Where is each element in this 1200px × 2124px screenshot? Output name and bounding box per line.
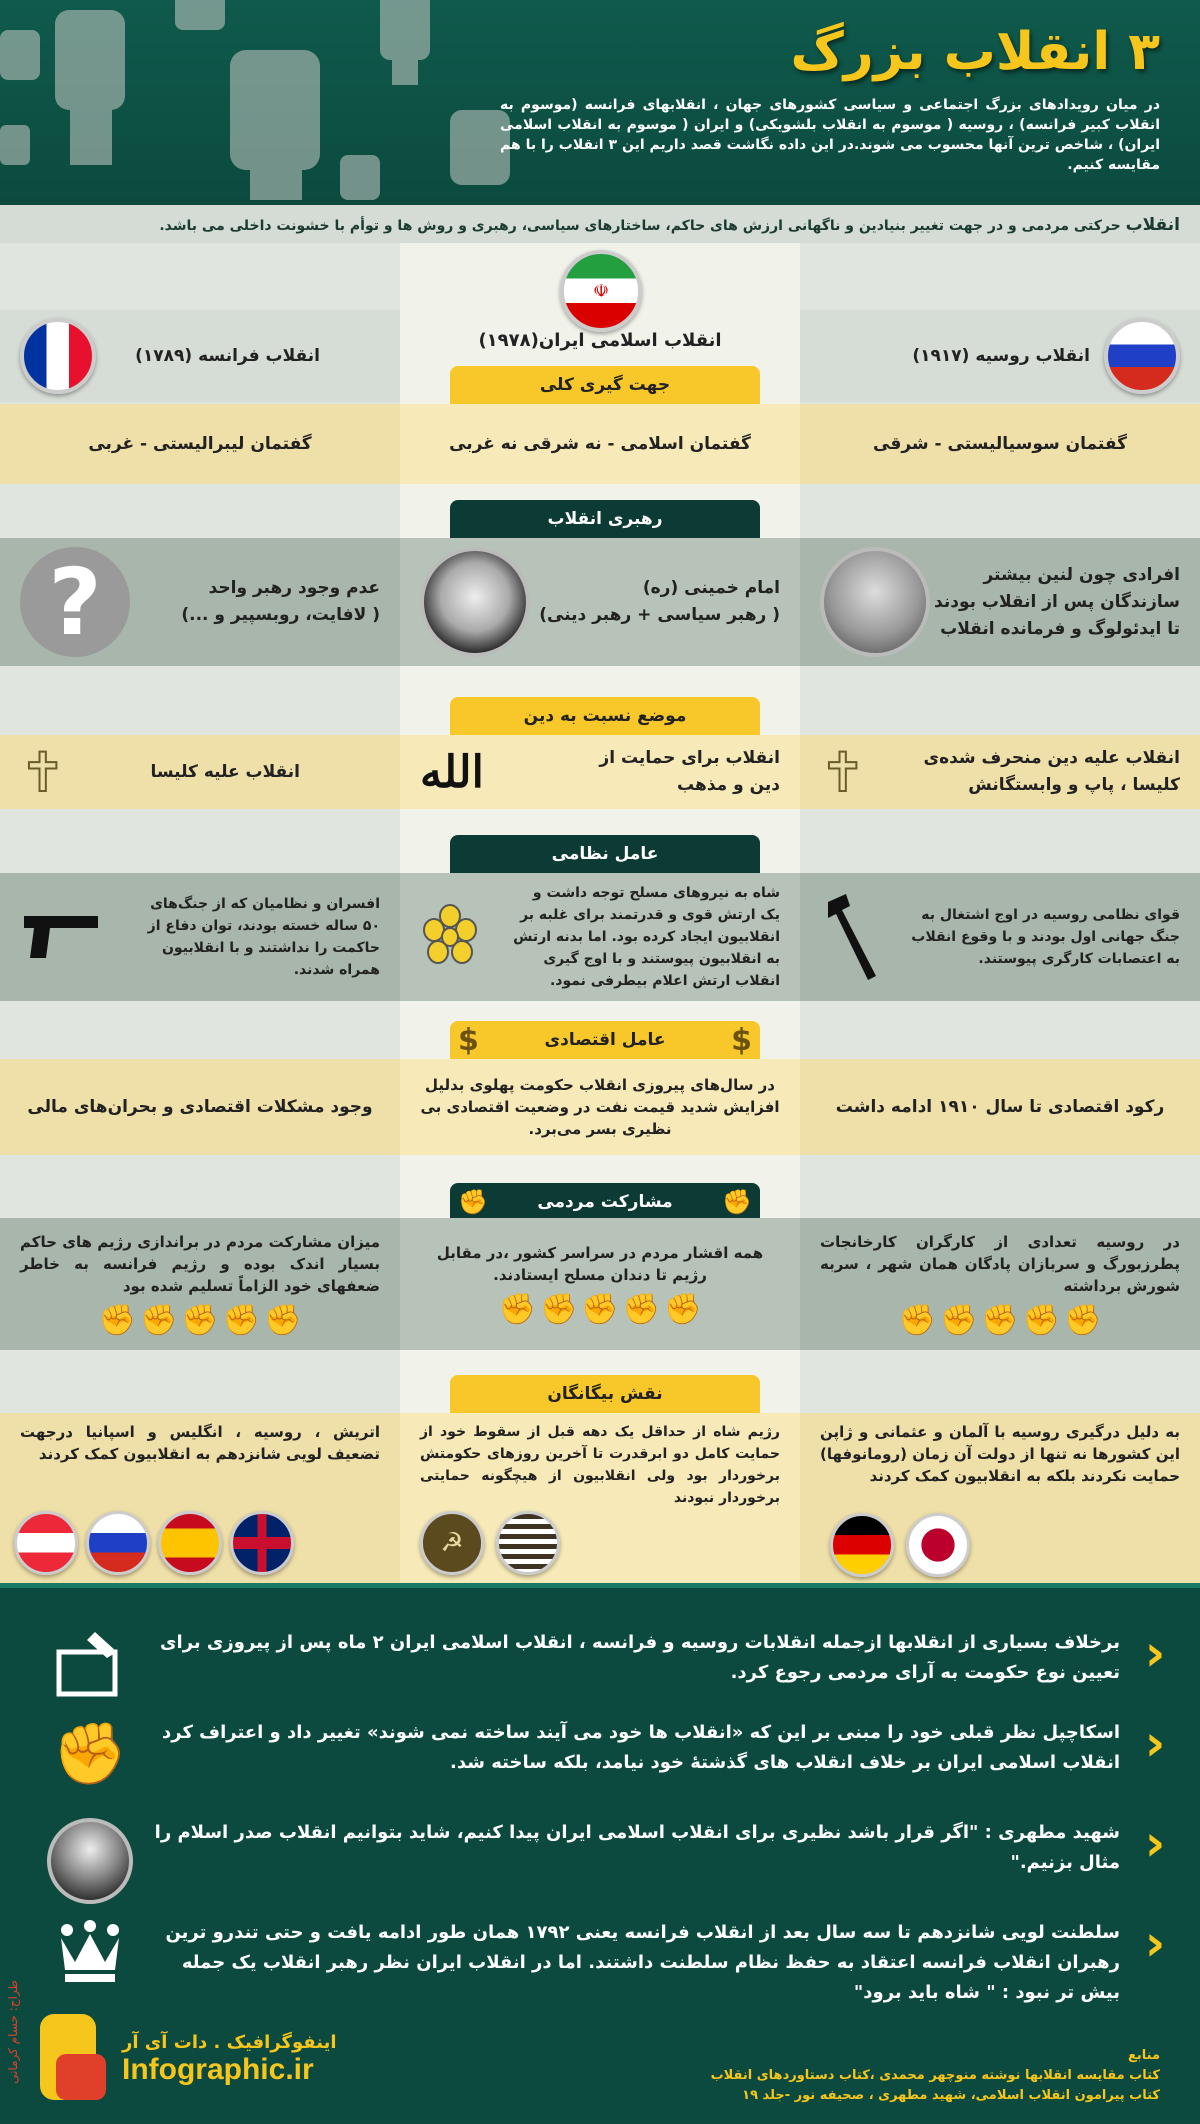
conclusion-point-3 [40, 1814, 1180, 1904]
logo-text-en: Infographic.ir [122, 2052, 314, 2086]
orientation-france: گفتمان لیبرالیستی - غربی [0, 404, 400, 484]
religion-france [0, 735, 400, 809]
spain-flag-icon [158, 1511, 222, 1575]
conclusion-text-4: سلطنت لویی شانزدهم تا سه سال بعد از انقلاب فرانسه یعنی ۱۷۹۲ همان طور ادامه یافت و حتی تندرو ترین رهبران انقلاب فرانسه اعتقاد به حفظ نظام سلطنت داشتند. اما در انقلاب ایران نظر رهبر انقلاب یک جمله بیش تر نبود : " شاه باید برود" [165, 1922, 1120, 2003]
foreign-russia-text: به دلیل درگیری روسیه با آلمان و عثمانی و ژاپن این کشورها نه تنها از دولت آن زمان (رومانوفها) حمایت نکردند بلکه به انقلابیون کمک کردند [820, 1423, 1180, 1485]
leadership-iran-name: امام خمینی (ره) [642, 578, 780, 598]
fist-filled-icon: ✊ [664, 1292, 702, 1327]
leadership-france [0, 538, 400, 666]
participation-france [0, 1218, 400, 1350]
economy-russia: رکود اقتصادی تا سال ۱۹۱۰ ادامه داشت [800, 1059, 1200, 1155]
foreign-iran-flags [420, 1511, 560, 1575]
participation-iran-score [499, 1294, 702, 1326]
conclusion-point-1 [40, 1624, 1180, 1698]
fist-empty-icon: ✊ [981, 1303, 1019, 1338]
leadership-iran-text [539, 575, 780, 629]
sources-line-1: کتاب مقایسه انقلابها نوشته منوچهر محمدی ،کتاب دستاوردهای انقلاب [710, 2068, 1160, 2083]
fist-filled-icon: ✊ [498, 1292, 536, 1327]
motahari-portrait [40, 1818, 140, 1904]
iran-flag-icon: ☫ [560, 250, 642, 332]
conclusion-point-4 [40, 1914, 1180, 2008]
france-header [0, 310, 400, 402]
crown-icon [40, 1918, 140, 1988]
ballot-box-icon [40, 1628, 140, 1698]
sources-title: منابع [1128, 2048, 1160, 2063]
dollar-icon: $ [731, 1022, 752, 1058]
designer-credit: طراح: حسام کرمانی [6, 1980, 20, 2084]
france-flag-icon [20, 318, 96, 394]
russia-flag-icon [1104, 318, 1180, 394]
religion-row [0, 735, 1200, 809]
pistol-icon [20, 912, 100, 962]
chevron-left-icon: ‹ [1144, 1714, 1166, 1772]
austria-flag-icon [14, 1511, 78, 1575]
orientation-russia: گفتمان سوسیالیستی - شرقی [800, 404, 1200, 484]
logo-texts [122, 2032, 337, 2087]
logo-mark-icon [40, 2014, 110, 2104]
fist-filled-icon: ✊ [581, 1292, 619, 1327]
orientation-iran: گفتمان اسلامی - نه شرقی نه غربی [400, 404, 800, 484]
foreign-row [0, 1413, 1200, 1583]
usa-flag-icon [496, 1511, 560, 1575]
economy-row [0, 1059, 1200, 1155]
religion-france-text: انقلاب علیه کلیسا [150, 761, 300, 782]
fist-empty-icon: ✊ [1022, 1303, 1061, 1338]
leadership-russia-text: افرادی چون لنین بیشتر سازندگان پس از انقلاب بودند تا ایدئولوگ و فرمانده انقلاب [934, 564, 1180, 639]
fist-empty-icon: ✊ [222, 1303, 261, 1338]
foreign-iran-text: رژیم شاه از حداقل یک دهه قبل از سقوط خود از حمایت کامل دو ابرقدرت تا آخرین روزهای حکومتش برخوردار بود ولی انقلابیون از هیچگونه حمایتی برخوردار نبودند [420, 1424, 780, 1506]
leadership-iran-role: ( رهبر سیاسی + رهبر دینی) [539, 605, 780, 625]
leadership-russia [800, 538, 1200, 666]
military-rank-insignia-icon [420, 904, 480, 970]
japan-flag-icon [906, 1513, 970, 1577]
section-label-economy [450, 1021, 760, 1059]
sources-block [600, 2046, 1160, 2106]
leadership-iran [400, 538, 800, 666]
khomeini-portrait [420, 547, 530, 657]
infographic-logo[interactable] [40, 2014, 337, 2104]
chevron-left-icon: ‹ [1144, 1914, 1166, 1972]
sources-line-2: کتاب پیرامون انقلاب اسلامی، شهید مطهری ، صحیفه نور -جلد ۱۹ [742, 2088, 1160, 2103]
participation-iran-text: همه اقشار مردم در سراسر کشور ،در مقابل رژیم تا دندان مسلح ایستادند. [436, 1244, 764, 1284]
ussr-flag-icon: ☭ [420, 1511, 484, 1575]
fist-empty-icon: ✊ [1064, 1303, 1102, 1338]
section-label-participation [450, 1183, 760, 1221]
economy-label-text: عامل اقتصادی [544, 1030, 666, 1050]
leadership-france-text [181, 575, 380, 629]
iran-title: انقلاب اسلامی ایران(۱۹۷۸) [478, 330, 722, 351]
fist-icon: ✊ [52, 1719, 128, 1789]
foreign-russia [800, 1413, 1200, 1583]
raised-fists-decoration-icon [0, 0, 520, 200]
fist-filled-icon: ✊ [622, 1292, 661, 1327]
military-france [0, 873, 400, 1001]
hammer-icon [820, 892, 880, 982]
religion-iran-text: انقلاب برای حمایت از دین و مذهب [599, 748, 780, 795]
fist-filled-icon: ✊ [939, 1303, 978, 1338]
military-row [0, 873, 1200, 1001]
participation-row [0, 1218, 1200, 1350]
uk-flag-icon [230, 1511, 294, 1575]
leadership-france-line2: ( لافایت، روبسپیر و ...) [181, 605, 380, 625]
orientation-row [0, 404, 1200, 484]
leadership-france-line1: عدم وجود رهبر واحد [208, 578, 380, 598]
russia-flag-icon [86, 1511, 150, 1575]
section-label-leadership: رهبری انقلاب [450, 500, 760, 538]
germany-flag-icon [830, 1513, 894, 1577]
fist-filled-icon: ✊ [898, 1303, 936, 1338]
fist-icon: ✊ [722, 1188, 752, 1216]
participation-russia-text: در روسیه تعدادی از کارگران کارخانجات پطرزبورگ و سربازان پادگان همان شهر ، سربه شورش برداشته [820, 1233, 1180, 1295]
allah-calligraphy-icon: الله [420, 746, 484, 798]
foreign-france [0, 1413, 400, 1583]
page-title: ۳ انقلاب بزرگ [790, 22, 1160, 82]
religion-iran [400, 735, 800, 809]
religion-russia-text: انقلاب علیه دین منحرف شده‌ی کلیسا ، پاپ و وابستگانش [923, 748, 1180, 795]
definition-text: حرکتی مردمی و در جهت تغییر بنیادین و ناگهانی ارزش های حاکم، ساختارهای سیاسی، رهبری و روش ها و توأم با خشونت داخلی می باشد. [159, 218, 1126, 234]
leadership-row [0, 538, 1200, 666]
intro-paragraph: در میان رویدادهای بزرگ اجتماعی و سیاسی کشورهای جهان ، انقلابهای فرانسه (موسوم به انقلاب کبیر فرانسه) ، روسیه ( موسوم به انقلاب بلشویکی) و ایران ( موسوم به انقلاب اسلامی ایران) ، شاخص ترین آنها محسوب می شوند.در این داده نگاشت قصد داریم این ۳ انقلاب را با هم مقایسه کنیم. [500, 97, 1160, 173]
military-iran-text: شاه به نیروهای مسلح توجه داشت و یک ارتش قوی و قدرتمند برای غلبه بر انقلابیون ایجاد کرده بود. اما بدنه ارتش به انقلابیون پیوستند و با اوج گیری انقلاب ارتش اعلام بیطرفی نمود. [513, 885, 780, 989]
section-label-foreign: نقش بیگانگان [450, 1375, 760, 1413]
conclusion-text-1: برخلاف بسیاری از انقلابها ازجمله انقلابات روسیه و فرانسه ، انقلاب اسلامی ایران ۲ ماه پس از پیروزی برای تعیین نوع حکومت به آرای مردمی رجوع کرد. [160, 1632, 1120, 1683]
russia-title: انقلاب روسیه (۱۹۱۷) [912, 346, 1090, 366]
cross-icon: ✝ [820, 740, 866, 804]
military-russia [800, 873, 1200, 1001]
lenin-portrait [820, 547, 930, 657]
section-label-religion: موضع نسبت به دین [450, 697, 760, 735]
logo-text-fa: اینفوگرافیک . دات آی آر [122, 2031, 337, 2053]
participation-russia-score [820, 1305, 1180, 1337]
fist-icon: ✊ [458, 1188, 488, 1216]
foreign-russia-flags [830, 1513, 970, 1577]
conclusion-text-2: اسکاچپل نظر قبلی خود را مبنی بر این که «انقلاب ها خود می آیند ساخته نمی شوند» تغییر داد و اعتراف کرد انقلاب اسلامی ایران بر خلاف انقلاب های گذشتهٔ خود نیامد، بلکه ساخته شد. [162, 1722, 1120, 1773]
chevron-left-icon: ‹ [1144, 1814, 1166, 1872]
question-mark-icon: ? [20, 547, 130, 657]
chevron-left-icon: ‹ [1144, 1624, 1166, 1682]
header-banner [0, 0, 1200, 205]
military-russia-text: قوای نظامی روسیه در اوج اشتغال به جنگ جهانی اول بودند و با وقوع انقلاب به اعتصابات کارگری پیوستند. [911, 907, 1180, 967]
fist-filled-icon: ✊ [264, 1303, 302, 1338]
foreign-france-flags [14, 1511, 294, 1575]
section-label-orientation: جهت گیری کلی [450, 366, 760, 404]
russia-header [800, 310, 1200, 402]
definition-term: انقلاب [1125, 215, 1180, 235]
foreign-france-text: اتریش ، روسیه ، انگلیس و اسپانیا درجهت تضعیف لویی شانزدهم به انقلابیون کمک کردند [20, 1423, 380, 1463]
conclusion-point-2 [40, 1714, 1180, 1789]
dollar-icon: $ [458, 1022, 479, 1058]
fist-empty-icon: ✊ [139, 1303, 178, 1338]
section-label-military: عامل نظامی [450, 835, 760, 873]
participation-france-text: میزان مشارکت مردم در براندازی رژیم های حاکم بسیار اندک بوده و رژیم فرانسه به خاطر ضعفهای خود الزاماً تسلیم شده بود [20, 1233, 380, 1295]
military-iran [400, 873, 800, 1001]
participation-russia [800, 1218, 1200, 1350]
fist-empty-icon: ✊ [98, 1303, 136, 1338]
participation-iran [400, 1218, 800, 1350]
cross-icon: ✝ [20, 740, 66, 804]
conclusions-section [0, 1583, 1200, 2124]
foreign-iran [400, 1413, 800, 1583]
revolution-definition [0, 205, 1200, 243]
conclusion-text-3: شهید مطهری : "اگر قرار باشد نظیری برای انقلاب اسلامی ایران پیدا کنیم، شاید بتوانیم انقلاب صدر اسلام را مثال بزنیم." [154, 1822, 1120, 1873]
france-title: انقلاب فرانسه (۱۷۸۹) [135, 346, 320, 366]
economy-iran: در سال‌های پیروزی انقلاب حکومت پهلوی بدلیل افزایش شدید قیمت نفت در وضعیت اقتصادی بی نظیری بسر می‌برد. [400, 1059, 800, 1155]
military-france-text: افسران و نظامیان که از جنگ‌های ۵۰ ساله خسته بودند، توان دفاع از حاکمت را نداشتند و با انقلابیون همراه شدند. [147, 896, 380, 978]
participation-label-text: مشارکت مردمی [537, 1192, 673, 1212]
fist-empty-icon: ✊ [181, 1303, 219, 1338]
economy-france: وجود مشکلات اقتصادی و بحران‌های مالی [0, 1059, 400, 1155]
participation-france-score [20, 1305, 380, 1337]
fist-filled-icon: ✊ [539, 1292, 578, 1327]
religion-russia [800, 735, 1200, 809]
